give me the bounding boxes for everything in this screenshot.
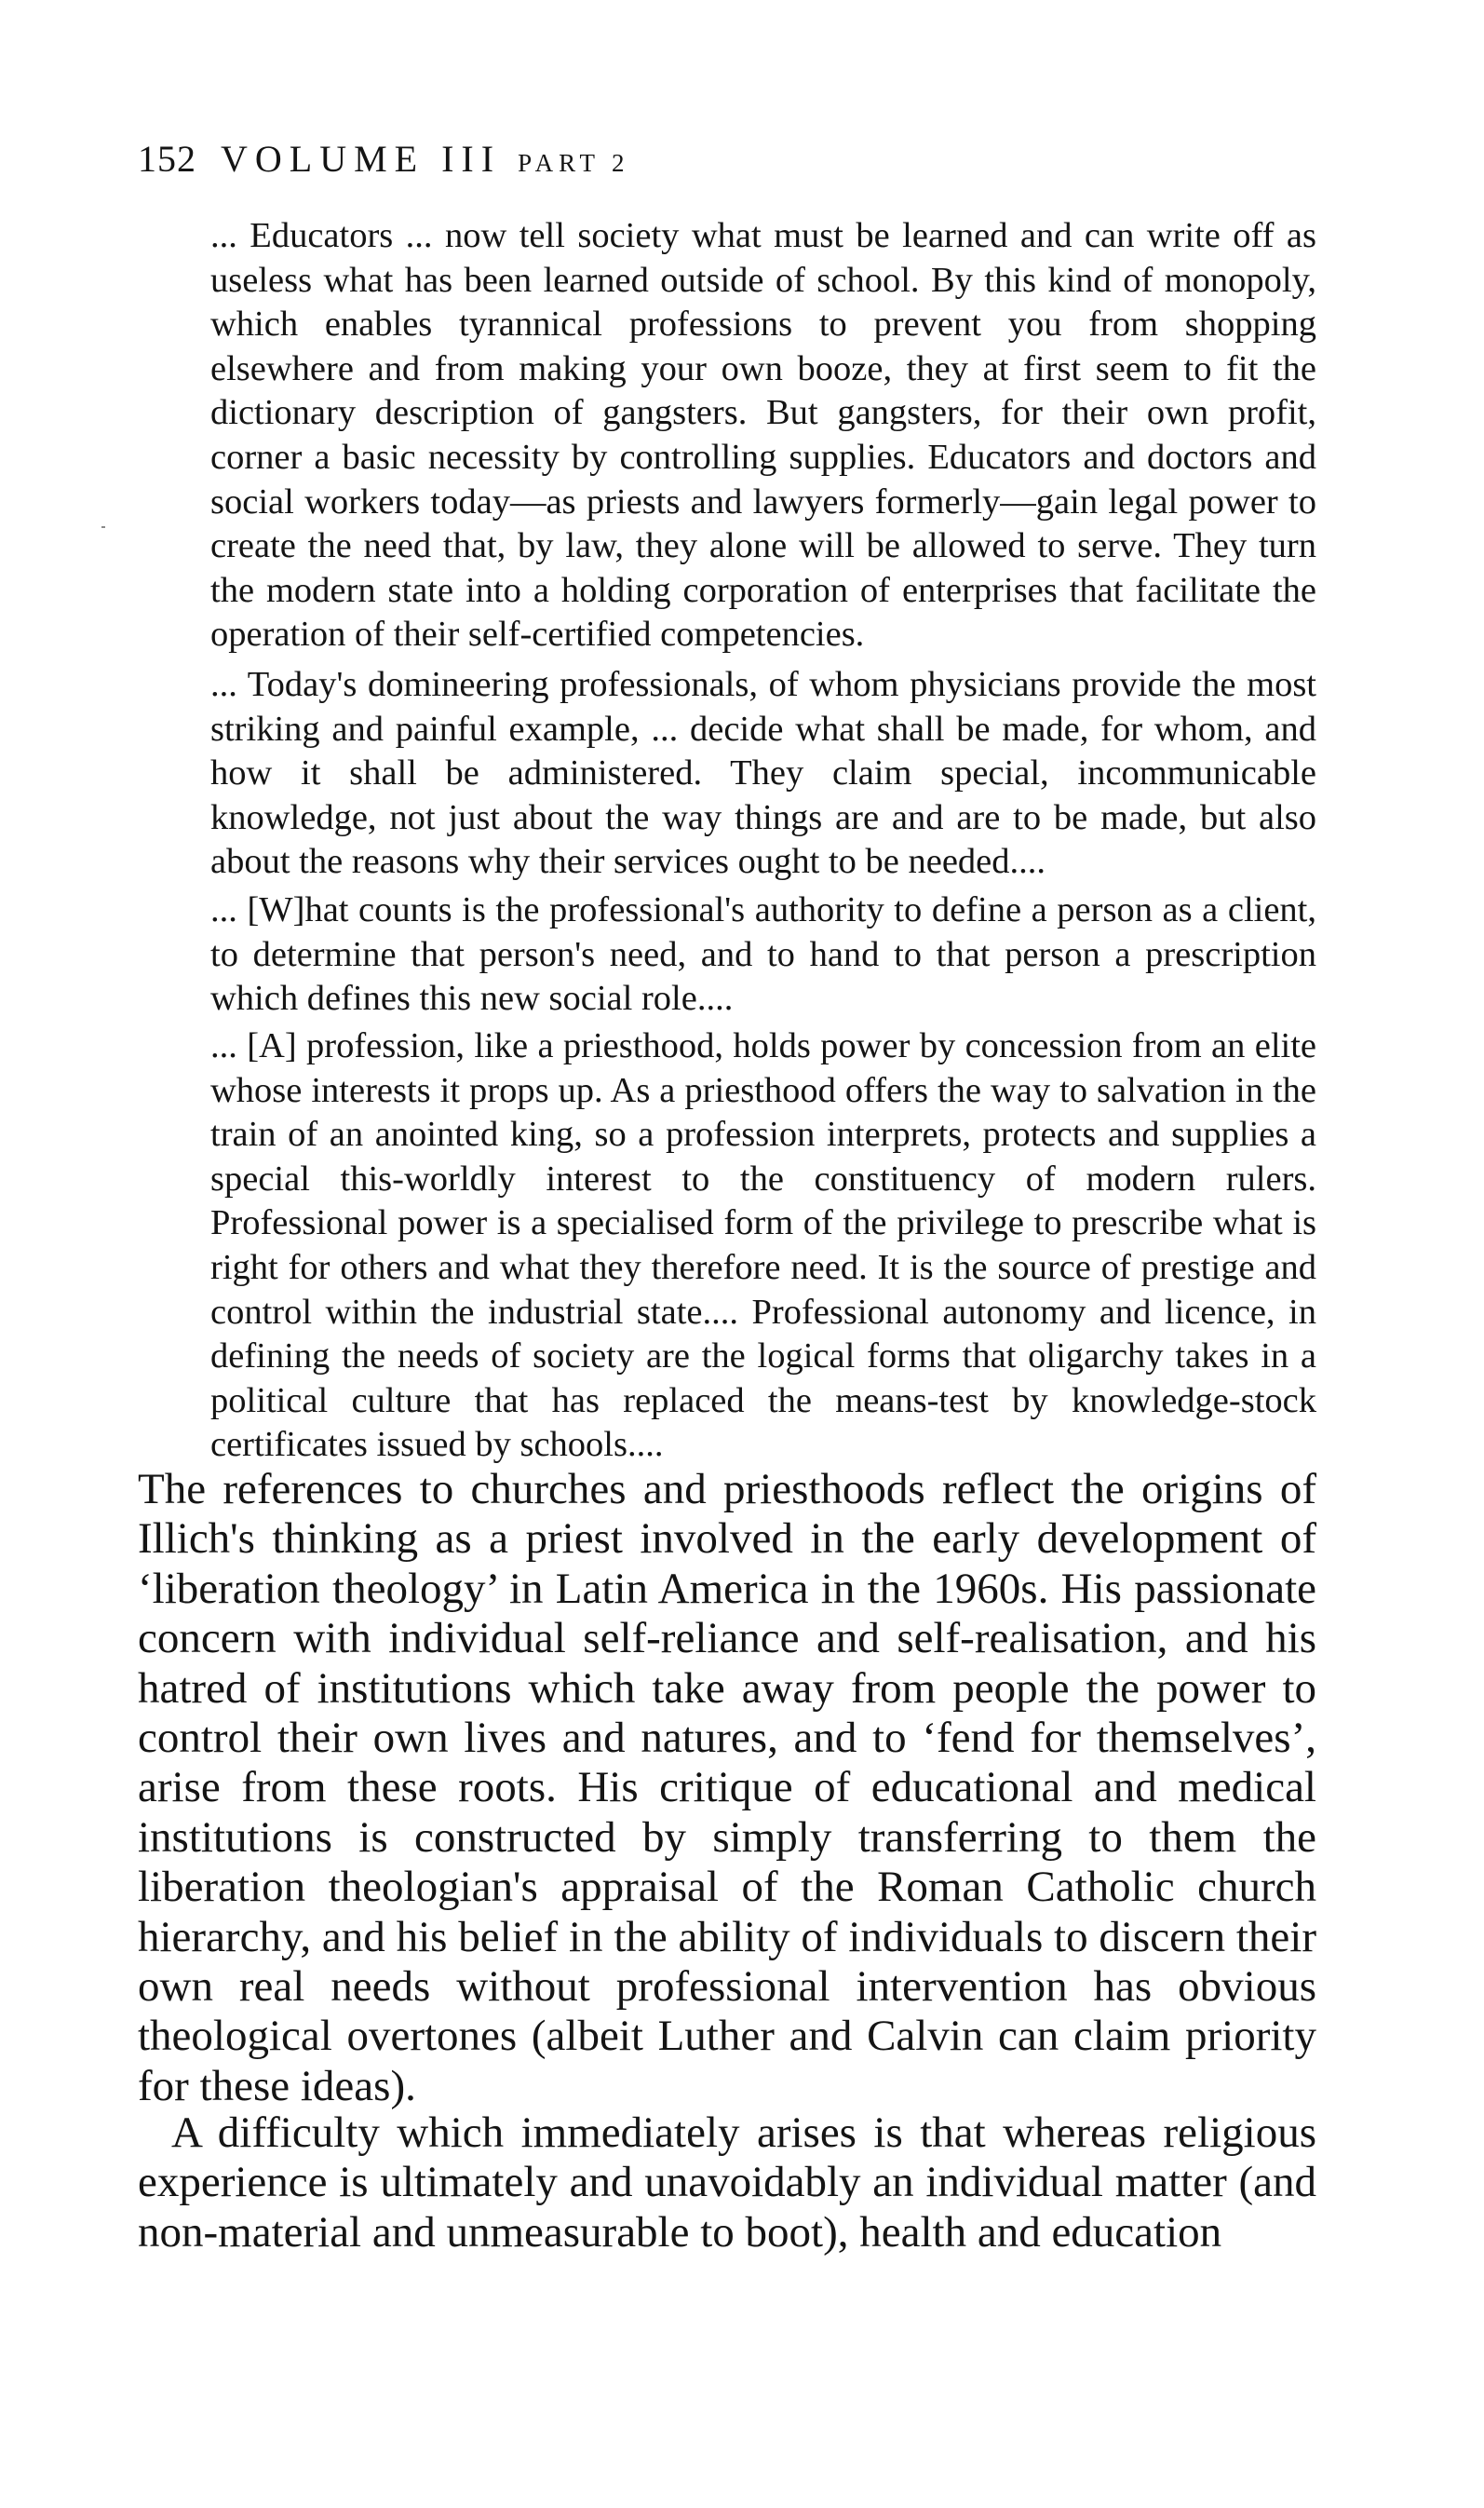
part-label: PART [518,149,600,177]
volume-label: VOLUME III [221,138,502,180]
quote-paragraph-1: ... Educators ... now tell society what must be learned and can write off as useless what has been learned outside of school. By this kind of monopoly, which enables tyrannical professions to prevent you from shopping elsewhere and from making your own booze, they at first seem to fit the dictionary description of gangsters. But gangsters, for their own profit, corner a basic necessity by controlling supplies. Educators and doctors and social workers today—as priests and lawyers formerly—gain legal power to create the need that, by law, they alone will be allowed to serve. They turn the modern state into a holding corporation of enterprises that facilitate the operation of their self-certified competencies. [210,216,1316,655]
page-number: 152 [138,138,196,180]
quote-paragraph-2: ... Today's domineering professionals, of whom physicians provide the most striking and painful example, ... decide what shall be made, for whom, and how it shall be administered. They claim special, incommunicable knowledge, not just about the way things are and are to be made, but also about the reasons why their services ought to be needed.... [210,665,1316,882]
quote-paragraph-3: ... [W]hat counts is the professional's authority to define a person as a client, to determine that person's need, and to hand to that person a prescription which defines this new social role.... [210,890,1316,1019]
quote-paragraph-4: ... [A] profession, like a priesthood, holds power by concession from an elite whose interests it props up. As a priesthood offers the way to salvation in the train of an anointed king, so a profession interprets, protects and supplies a special this-worldly interest to the constituency of modern rulers. Professional power is a specialised form of the privilege to prescribe what is right for others and what they therefore need. It is the source of prestige and control within the industrial state.... Professional autonomy and licence, in defining the needs of society are the logical forms that oligarchy takes in a political culture that has replaced the means-test by knowledge-stock certificates issued by schools.... [210,1026,1316,1465]
margin-mark [101,526,105,528]
body-paragraph-2: A difficulty which immediately arises is that whereas religious experience is ultimately and unavoidably an individual matter (and non-material and unmeasurable to boot), health and education [138,2108,1316,2257]
body-paragraph-1: The references to churches and priesthoods reflect the origins of Illich's thinking as a priest involved in the early development of ‘liberation theology’ in Latin America in the 1960s. His passionate concern with individual self-reliance and self-realisation, and his hatred of institutions which take away from people the power to control their own lives and natures, and to ‘fend for themselves’, arise from these roots. His critique of educational and medical institutions is constructed by simply transferring to them the liberation theologian's appraisal of the Roman Catholic church hierarchy, and his belief in the ability of individuals to discern their own real needs without professional intervention has obvious theological overtones (albeit Luther and Calvin can claim priority for these ideas). [138,1465,1316,2110]
running-head [138,136,625,186]
part-number: 2 [611,149,626,177]
